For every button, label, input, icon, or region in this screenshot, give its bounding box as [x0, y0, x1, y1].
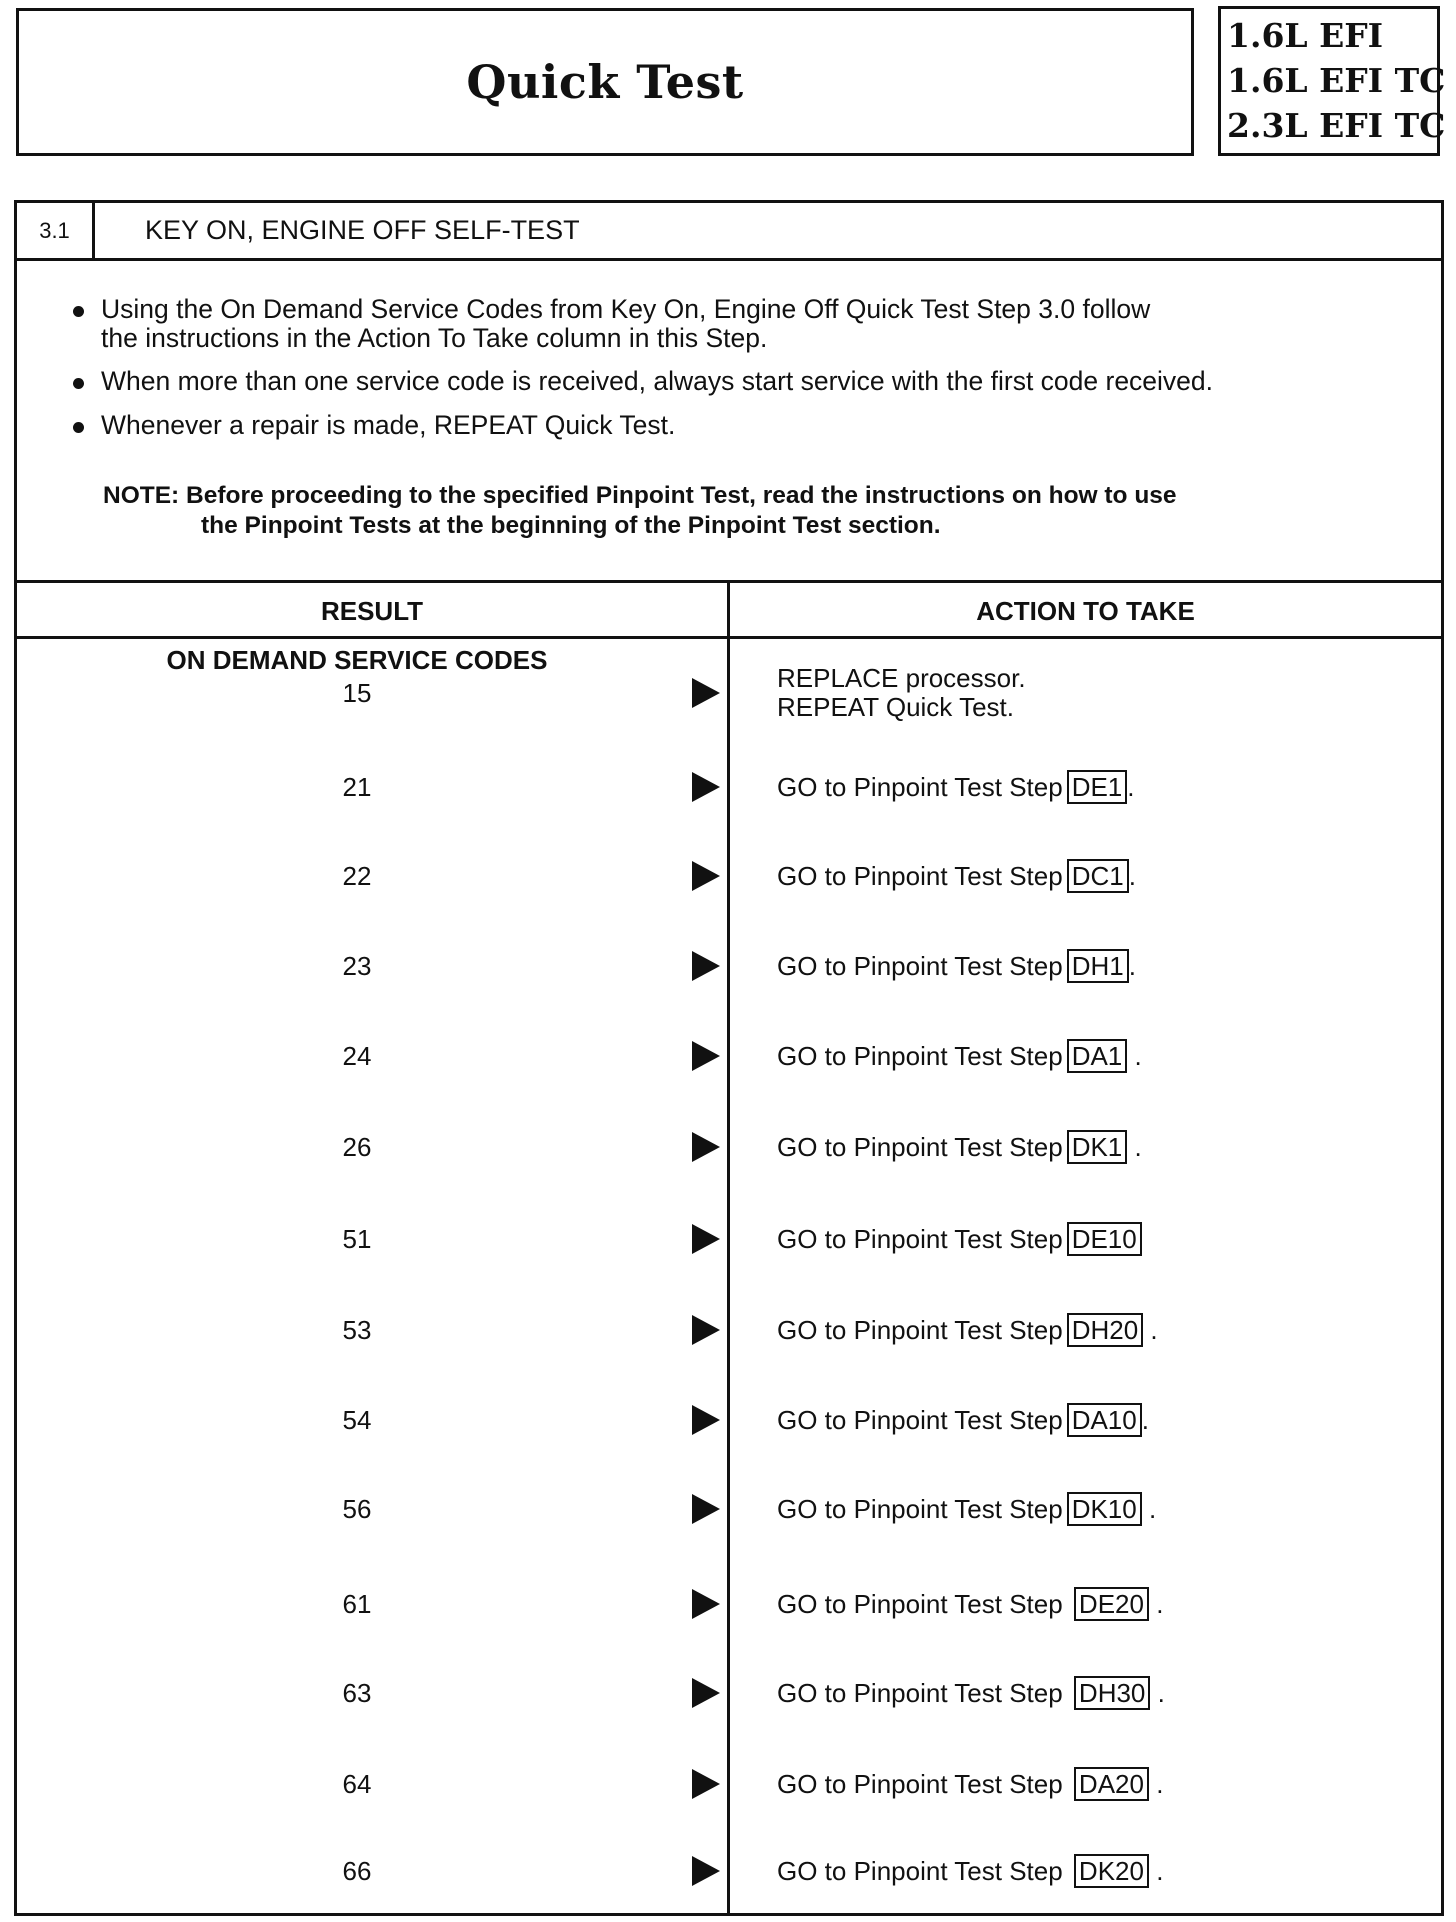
engine-label: 2.3L EFI TC — [1227, 106, 1446, 146]
arrow-right-icon — [692, 861, 720, 891]
action-text: GO to Pinpoint Test Step DA20 . — [777, 1769, 1164, 1799]
table-row — [17, 1663, 1441, 1723]
table-row — [17, 1026, 1441, 1086]
table-row — [17, 1574, 1441, 1634]
engine-list — [1218, 6, 1446, 156]
pinpoint-ref: DE1 — [1067, 770, 1128, 804]
action-text: GO to Pinpoint Test Step DK20 . — [777, 1856, 1164, 1886]
service-code: 22 — [342, 861, 372, 891]
pinpoint-ref: DE20 — [1074, 1587, 1149, 1621]
service-code: 53 — [342, 1315, 372, 1345]
note-line: NOTE: Before proceeding to the specified Pinpoint Test, read the instructions on how to use — [103, 482, 1177, 509]
table-row — [17, 846, 1441, 906]
action-text: GO to Pinpoint Test Step DE20 . — [777, 1589, 1164, 1619]
arrow-right-icon — [692, 1856, 720, 1886]
step-title: KEY ON, ENGINE OFF SELF-TEST — [145, 215, 580, 245]
table-row — [17, 1209, 1441, 1269]
service-code: 15 — [342, 678, 372, 708]
service-code: 26 — [342, 1132, 372, 1162]
action-text: GO to Pinpoint Test Step DH1 . — [777, 951, 1136, 981]
codes-subheader: ON DEMAND SERVICE CODES — [166, 645, 548, 675]
pinpoint-ref: DK20 — [1074, 1854, 1149, 1888]
action-text: GO to Pinpoint Test Step DH20 . — [777, 1315, 1158, 1345]
note — [103, 481, 1177, 541]
table-row — [17, 757, 1441, 817]
action-text: GO to Pinpoint Test Step DK10 . — [777, 1494, 1157, 1524]
arrow-right-icon — [692, 1589, 720, 1619]
pinpoint-ref: DC1 — [1067, 859, 1129, 893]
service-code: 56 — [342, 1494, 372, 1524]
instructions-panel — [17, 261, 1441, 583]
pinpoint-ref: DH1 — [1067, 949, 1129, 983]
bullet-dot — [73, 422, 84, 433]
step-header — [17, 203, 1441, 261]
table-row — [17, 1841, 1441, 1901]
table-row — [17, 1117, 1441, 1177]
bullet-text: Using the On Demand Service Codes from Key On, Engine Off Quick Test Step 3.0 follow — [101, 294, 1151, 324]
table-row — [17, 936, 1441, 996]
action-column-header: ACTION TO TAKE — [730, 583, 1441, 639]
pinpoint-ref: DK1 — [1067, 1130, 1128, 1164]
service-code: 61 — [342, 1589, 372, 1619]
engine-label: 1.6L EFI TC — [1227, 60, 1446, 100]
service-code: 24 — [342, 1041, 372, 1071]
arrow-right-icon — [692, 1041, 720, 1071]
action-text: GO to Pinpoint Test Step DH30 . — [777, 1678, 1165, 1708]
bullet-dot — [73, 306, 84, 317]
arrow-right-icon — [692, 1315, 720, 1345]
service-code: 23 — [342, 951, 372, 981]
table-row — [17, 1479, 1441, 1539]
pinpoint-ref: DE10 — [1067, 1222, 1142, 1256]
arrow-right-icon — [692, 1132, 720, 1162]
pinpoint-ref: DH30 — [1074, 1676, 1150, 1710]
bullet-text: Whenever a repair is made, REPEAT Quick Test. — [101, 410, 676, 440]
result-column-header: RESULT — [17, 583, 727, 639]
arrow-right-icon — [692, 1678, 720, 1708]
table-row — [17, 663, 1441, 723]
pinpoint-ref: DH20 — [1067, 1313, 1143, 1347]
arrow-right-icon — [692, 772, 720, 802]
arrow-right-icon — [692, 1769, 720, 1799]
action-text: GO to Pinpoint Test Step DA10 . — [777, 1405, 1149, 1435]
step-number: 3.1 — [17, 203, 95, 258]
arrow-right-icon — [692, 1494, 720, 1524]
action-text: GO to Pinpoint Test Step DA1 . — [777, 1041, 1142, 1071]
step-table — [14, 200, 1444, 1916]
title-box — [16, 8, 1194, 156]
table-row — [17, 1390, 1441, 1450]
pinpoint-ref: DA1 — [1067, 1039, 1128, 1073]
note-line: the Pinpoint Tests at the beginning of the Pinpoint Test section. — [201, 512, 941, 539]
action-text: GO to Pinpoint Test Step DC1 . — [777, 861, 1136, 891]
action-text: GO to Pinpoint Test Step DK1 . — [777, 1132, 1142, 1162]
engine-label: 1.6L EFI — [1227, 15, 1384, 55]
pinpoint-ref: DA20 — [1074, 1767, 1149, 1801]
arrow-right-icon — [692, 1405, 720, 1435]
bullet-text: When more than one service code is received, always start service with the first code received. — [101, 366, 1214, 396]
pinpoint-ref: DA10 — [1067, 1403, 1142, 1437]
arrow-right-icon — [692, 1224, 720, 1254]
table-row — [17, 1300, 1441, 1360]
bullet-text: the instructions in the Action To Take column in this Step. — [101, 323, 768, 353]
pinpoint-ref: DK10 — [1067, 1492, 1142, 1526]
bullet-dot — [73, 378, 84, 389]
page-title: Quick Test — [466, 55, 744, 109]
action-text: REPLACE processor. REPEAT Quick Test. — [777, 663, 1026, 722]
service-code: 54 — [342, 1405, 372, 1435]
arrow-right-icon — [692, 678, 720, 708]
action-text: GO to Pinpoint Test Step DE1 . — [777, 772, 1135, 802]
service-code: 51 — [342, 1224, 372, 1254]
table-row — [17, 1754, 1441, 1814]
service-code: 63 — [342, 1678, 372, 1708]
service-code: 64 — [342, 1769, 372, 1799]
service-code: 66 — [342, 1856, 372, 1886]
arrow-right-icon — [692, 951, 720, 981]
action-text: GO to Pinpoint Test Step DE10 — [777, 1209, 1142, 1269]
service-code: 21 — [342, 772, 372, 802]
